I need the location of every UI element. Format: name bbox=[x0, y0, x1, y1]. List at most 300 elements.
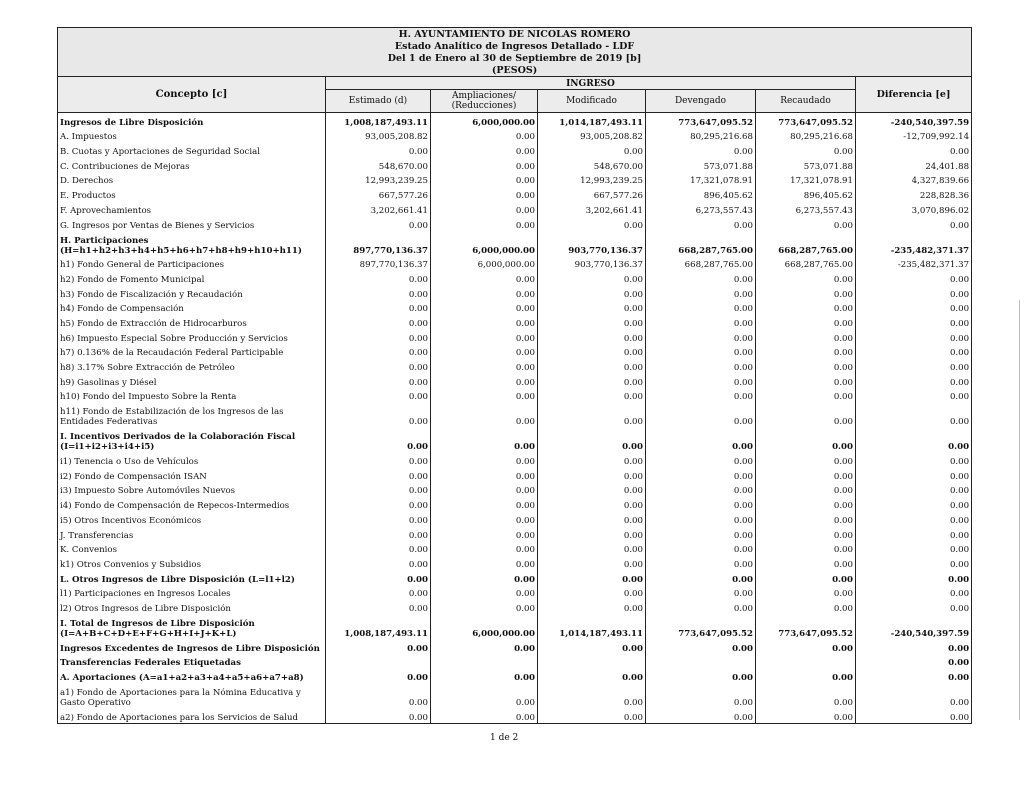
cell-devengado: 0.00 bbox=[646, 402, 756, 427]
cell-estimado: 0.00 bbox=[326, 511, 431, 526]
cell-modificado: 0.00 bbox=[538, 683, 646, 708]
cell-ampliaciones: 0.00 bbox=[431, 172, 538, 187]
cell-modificado: 0.00 bbox=[538, 639, 646, 654]
cell-diferencia: 24,401.88 bbox=[856, 157, 972, 172]
row-concept: K. Convenios bbox=[58, 541, 326, 556]
cell-devengado: 0.00 bbox=[646, 541, 756, 556]
cell-diferencia: 0.00 bbox=[856, 683, 972, 708]
cell-recaudado bbox=[756, 654, 856, 669]
cell-estimado: 93,005,208.82 bbox=[326, 128, 431, 143]
cell-recaudado: 0.00 bbox=[756, 599, 856, 614]
table-row bbox=[58, 373, 972, 388]
cell-recaudado: 773,647,095.52 bbox=[756, 614, 856, 639]
cell-devengado: 0.00 bbox=[646, 314, 756, 329]
cell-recaudado: 0.00 bbox=[756, 496, 856, 511]
cell-recaudado: 0.00 bbox=[756, 427, 856, 452]
cell-modificado: 0.00 bbox=[538, 270, 646, 285]
cell-estimado: 897,770,136.37 bbox=[326, 256, 431, 271]
column-header-recaudado: Recaudado bbox=[756, 90, 856, 113]
cell-recaudado: 0.00 bbox=[756, 541, 856, 556]
cell-recaudado: 0.00 bbox=[756, 373, 856, 388]
cell-recaudado: 0.00 bbox=[756, 452, 856, 467]
cell-diferencia: 0.00 bbox=[856, 373, 972, 388]
table-row bbox=[58, 128, 972, 143]
cell-modificado: 0.00 bbox=[538, 314, 646, 329]
cell-ampliaciones: 6,000,000.00 bbox=[431, 256, 538, 271]
cell-modificado: 0.00 bbox=[538, 427, 646, 452]
cell-ampliaciones: 0.00 bbox=[431, 329, 538, 344]
cell-diferencia: 0.00 bbox=[856, 639, 972, 654]
cell-diferencia: 4,327,839.66 bbox=[856, 172, 972, 187]
row-concept: Transferencias Federales Etiquetadas bbox=[58, 654, 326, 669]
cell-modificado: 0.00 bbox=[538, 467, 646, 482]
row-concept: A. Aportaciones (A=a1+a2+a3+a4+a5+a6+a7+a8) bbox=[58, 668, 326, 683]
cell-modificado: 93,005,208.82 bbox=[538, 128, 646, 143]
cell-ampliaciones: 0.00 bbox=[431, 599, 538, 614]
cell-estimado: 0.00 bbox=[326, 541, 431, 556]
column-header-modificado: Modificado bbox=[538, 90, 646, 113]
cell-devengado: 0.00 bbox=[646, 555, 756, 570]
column-header-ampliaciones: Ampliaciones/ (Reducciones) bbox=[431, 90, 538, 113]
table-row bbox=[58, 683, 972, 708]
cell-estimado: 548,670.00 bbox=[326, 157, 431, 172]
cell-recaudado: 0.00 bbox=[756, 388, 856, 403]
cell-modificado: 667,577.26 bbox=[538, 186, 646, 201]
cell-diferencia: 0.00 bbox=[856, 142, 972, 157]
cell-devengado: 0.00 bbox=[646, 708, 756, 723]
row-concept: h5) Fondo de Extracción de Hidrocarburos bbox=[58, 314, 326, 329]
table-row bbox=[58, 452, 972, 467]
cell-devengado: 773,647,095.52 bbox=[646, 113, 756, 128]
cell-ampliaciones: 0.00 bbox=[431, 402, 538, 427]
cell-ampliaciones: 0.00 bbox=[431, 526, 538, 541]
cell-devengado: 80,295,216.68 bbox=[646, 128, 756, 143]
cell-modificado: 0.00 bbox=[538, 496, 646, 511]
cell-diferencia: 0.00 bbox=[856, 599, 972, 614]
cell-devengado: 0.00 bbox=[646, 329, 756, 344]
cell-devengado: 0.00 bbox=[646, 358, 756, 373]
cell-recaudado: 668,287,765.00 bbox=[756, 231, 856, 256]
row-concept: h11) Fondo de Estabilización de los Ingresos de las Entidades Federativas bbox=[58, 402, 326, 427]
cell-diferencia: -240,540,397.59 bbox=[856, 614, 972, 639]
table-row bbox=[58, 270, 972, 285]
table-row bbox=[58, 570, 972, 585]
column-header-estimado: Estimado (d) bbox=[326, 90, 431, 113]
cell-recaudado: 0.00 bbox=[756, 358, 856, 373]
cell-devengado: 0.00 bbox=[646, 142, 756, 157]
cell-estimado: 0.00 bbox=[326, 599, 431, 614]
cell-diferencia: 0.00 bbox=[856, 314, 972, 329]
entity-title: H. AYUNTAMIENTO DE NICOLAS ROMERO bbox=[58, 28, 972, 41]
cell-ampliaciones: 0.00 bbox=[431, 157, 538, 172]
row-concept: i1) Tenencia o Uso de Vehículos bbox=[58, 452, 326, 467]
table-row bbox=[58, 186, 972, 201]
row-concept: h1) Fondo General de Participaciones bbox=[58, 256, 326, 271]
table-row bbox=[58, 358, 972, 373]
cell-diferencia: 3,070,896.02 bbox=[856, 201, 972, 216]
cell-ampliaciones: 0.00 bbox=[431, 128, 538, 143]
column-group-ingreso: INGRESO bbox=[326, 77, 856, 90]
cell-ampliaciones: 6,000,000.00 bbox=[431, 231, 538, 256]
cell-devengado: 0.00 bbox=[646, 373, 756, 388]
cell-modificado: 0.00 bbox=[538, 599, 646, 614]
table-row bbox=[58, 482, 972, 497]
cell-estimado: 897,770,136.37 bbox=[326, 231, 431, 256]
cell-recaudado: 0.00 bbox=[756, 285, 856, 300]
column-header-concept: Concepto [c] bbox=[58, 77, 326, 113]
cell-modificado: 0.00 bbox=[538, 402, 646, 427]
cell-modificado: 3,202,661.41 bbox=[538, 201, 646, 216]
cell-estimado: 0.00 bbox=[326, 427, 431, 452]
income-table bbox=[57, 27, 972, 724]
cell-devengado: 0.00 bbox=[646, 482, 756, 497]
cell-devengado: 773,647,095.52 bbox=[646, 614, 756, 639]
cell-recaudado: 896,405.62 bbox=[756, 186, 856, 201]
cell-diferencia: 0.00 bbox=[856, 668, 972, 683]
cell-diferencia: 0.00 bbox=[856, 482, 972, 497]
cell-diferencia: 0.00 bbox=[856, 358, 972, 373]
column-header-diferencia: Diferencia [e] bbox=[856, 77, 972, 113]
cell-estimado: 0.00 bbox=[326, 402, 431, 427]
cell-estimado bbox=[326, 654, 431, 669]
table-row bbox=[58, 201, 972, 216]
report-title: Estado Analítico de Ingresos Detallado - LDF bbox=[58, 40, 972, 52]
row-concept: h7) 0.136% de la Recaudación Federal Participable bbox=[58, 344, 326, 359]
cell-estimado: 0.00 bbox=[326, 668, 431, 683]
cell-recaudado: 668,287,765.00 bbox=[756, 256, 856, 271]
cell-modificado: 0.00 bbox=[538, 555, 646, 570]
cell-estimado: 0.00 bbox=[326, 570, 431, 585]
cell-diferencia: 0.00 bbox=[856, 344, 972, 359]
cell-recaudado: 773,647,095.52 bbox=[756, 113, 856, 128]
cell-estimado: 0.00 bbox=[326, 683, 431, 708]
table-row bbox=[58, 314, 972, 329]
cell-modificado: 0.00 bbox=[538, 570, 646, 585]
row-concept: h10) Fondo del Impuesto Sobre la Renta bbox=[58, 388, 326, 403]
row-concept: I. Incentivos Derivados de la Colaboración Fiscal (I=i1+i2+i3+i4+i5) bbox=[58, 427, 326, 452]
cell-devengado: 668,287,765.00 bbox=[646, 256, 756, 271]
table-row bbox=[58, 496, 972, 511]
cell-modificado: 0.00 bbox=[538, 285, 646, 300]
cell-devengado: 0.00 bbox=[646, 452, 756, 467]
cell-estimado: 0.00 bbox=[326, 314, 431, 329]
cell-estimado: 0.00 bbox=[326, 329, 431, 344]
cell-modificado: 0.00 bbox=[538, 142, 646, 157]
cell-ampliaciones: 0.00 bbox=[431, 467, 538, 482]
cell-diferencia: 0.00 bbox=[856, 216, 972, 231]
table-row bbox=[58, 614, 972, 639]
cell-diferencia: 0.00 bbox=[856, 427, 972, 452]
cell-modificado: 0.00 bbox=[538, 511, 646, 526]
cell-diferencia: 0.00 bbox=[856, 541, 972, 556]
currency-label: (PESOS) bbox=[58, 64, 972, 77]
cell-devengado: 0.00 bbox=[646, 668, 756, 683]
cell-ampliaciones: 0.00 bbox=[431, 541, 538, 556]
cell-diferencia: 0.00 bbox=[856, 654, 972, 669]
cell-estimado: 0.00 bbox=[326, 358, 431, 373]
cell-recaudado: 0.00 bbox=[756, 668, 856, 683]
cell-modificado: 0.00 bbox=[538, 482, 646, 497]
cell-recaudado: 0.00 bbox=[756, 570, 856, 585]
table-row bbox=[58, 708, 972, 723]
row-concept: Ingresos de Libre Disposición bbox=[58, 113, 326, 128]
cell-recaudado: 0.00 bbox=[756, 314, 856, 329]
table-row bbox=[58, 555, 972, 570]
cell-modificado: 0.00 bbox=[538, 344, 646, 359]
cell-recaudado: 0.00 bbox=[756, 402, 856, 427]
cell-ampliaciones: 0.00 bbox=[431, 216, 538, 231]
cell-ampliaciones: 0.00 bbox=[431, 482, 538, 497]
cell-diferencia: 0.00 bbox=[856, 585, 972, 600]
row-concept: H. Participaciones (H=h1+h2+h3+h4+h5+h6+h7+h8+h9+h10+h11) bbox=[58, 231, 326, 256]
table-row bbox=[58, 668, 972, 683]
cell-ampliaciones: 0.00 bbox=[431, 683, 538, 708]
cell-devengado: 0.00 bbox=[646, 216, 756, 231]
cell-estimado: 0.00 bbox=[326, 216, 431, 231]
cell-ampliaciones: 0.00 bbox=[431, 427, 538, 452]
table-row bbox=[58, 231, 972, 256]
cell-estimado: 0.00 bbox=[326, 285, 431, 300]
cell-estimado: 3,202,661.41 bbox=[326, 201, 431, 216]
cell-modificado: 1,014,187,493.11 bbox=[538, 614, 646, 639]
cell-devengado: 0.00 bbox=[646, 585, 756, 600]
cell-ampliaciones: 0.00 bbox=[431, 142, 538, 157]
cell-ampliaciones: 0.00 bbox=[431, 314, 538, 329]
cell-devengado: 896,405.62 bbox=[646, 186, 756, 201]
cell-diferencia: 0.00 bbox=[856, 526, 972, 541]
cell-diferencia: -235,482,371.37 bbox=[856, 231, 972, 256]
row-concept: J. Transferencias bbox=[58, 526, 326, 541]
cell-ampliaciones: 6,000,000.00 bbox=[431, 614, 538, 639]
cell-ampliaciones: 0.00 bbox=[431, 570, 538, 585]
cell-ampliaciones bbox=[431, 654, 538, 669]
row-concept: h9) Gasolinas y Diésel bbox=[58, 373, 326, 388]
cell-devengado: 0.00 bbox=[646, 570, 756, 585]
cell-diferencia: -235,482,371.37 bbox=[856, 256, 972, 271]
cell-devengado: 0.00 bbox=[646, 300, 756, 315]
cell-diferencia: 0.00 bbox=[856, 329, 972, 344]
cell-recaudado: 0.00 bbox=[756, 270, 856, 285]
table-row bbox=[58, 654, 972, 669]
row-concept: C. Contribuciones de Mejoras bbox=[58, 157, 326, 172]
cell-estimado: 0.00 bbox=[326, 585, 431, 600]
table-row bbox=[58, 142, 972, 157]
cell-ampliaciones: 0.00 bbox=[431, 270, 538, 285]
report-period: Del 1 de Enero al 30 de Septiembre de 2019 [b] bbox=[58, 52, 972, 64]
row-concept: k1) Otros Convenios y Subsidios bbox=[58, 555, 326, 570]
row-concept: i2) Fondo de Compensación ISAN bbox=[58, 467, 326, 482]
cell-ampliaciones: 0.00 bbox=[431, 186, 538, 201]
cell-diferencia: 0.00 bbox=[856, 570, 972, 585]
cell-recaudado: 0.00 bbox=[756, 526, 856, 541]
cell-modificado bbox=[538, 654, 646, 669]
cell-estimado: 0.00 bbox=[326, 270, 431, 285]
cell-diferencia: -12,709,992.14 bbox=[856, 128, 972, 143]
cell-devengado: 6,273,557.43 bbox=[646, 201, 756, 216]
table-row bbox=[58, 639, 972, 654]
cell-recaudado: 80,295,216.68 bbox=[756, 128, 856, 143]
cell-recaudado: 0.00 bbox=[756, 511, 856, 526]
cell-recaudado: 0.00 bbox=[756, 329, 856, 344]
table-row bbox=[58, 172, 972, 187]
cell-estimado: 0.00 bbox=[326, 496, 431, 511]
cell-estimado: 0.00 bbox=[326, 344, 431, 359]
cell-ampliaciones: 0.00 bbox=[431, 708, 538, 723]
cell-modificado: 0.00 bbox=[538, 373, 646, 388]
cell-ampliaciones: 0.00 bbox=[431, 344, 538, 359]
cell-diferencia: -240,540,397.59 bbox=[856, 113, 972, 128]
row-concept: h4) Fondo de Compensación bbox=[58, 300, 326, 315]
cell-diferencia: 0.00 bbox=[856, 452, 972, 467]
cell-diferencia: 0.00 bbox=[856, 270, 972, 285]
cell-diferencia: 0.00 bbox=[856, 555, 972, 570]
row-concept: F. Aprovechamientos bbox=[58, 201, 326, 216]
cell-devengado: 0.00 bbox=[646, 526, 756, 541]
cell-ampliaciones: 0.00 bbox=[431, 452, 538, 467]
cell-recaudado: 0.00 bbox=[756, 708, 856, 723]
cell-estimado: 0.00 bbox=[326, 708, 431, 723]
cell-modificado: 0.00 bbox=[538, 388, 646, 403]
cell-modificado: 0.00 bbox=[538, 708, 646, 723]
cell-devengado: 668,287,765.00 bbox=[646, 231, 756, 256]
cell-modificado: 0.00 bbox=[538, 452, 646, 467]
cell-diferencia: 0.00 bbox=[856, 285, 972, 300]
cell-diferencia: 0.00 bbox=[856, 496, 972, 511]
cell-recaudado: 573,071.88 bbox=[756, 157, 856, 172]
cell-diferencia: 0.00 bbox=[856, 402, 972, 427]
page-number: 1 de 2 bbox=[490, 733, 519, 743]
table-row bbox=[58, 113, 972, 128]
row-concept: A. Impuestos bbox=[58, 128, 326, 143]
cell-modificado: 0.00 bbox=[538, 300, 646, 315]
table-row bbox=[58, 541, 972, 556]
table-row bbox=[58, 329, 972, 344]
cell-modificado: 0.00 bbox=[538, 216, 646, 231]
cell-recaudado: 0.00 bbox=[756, 142, 856, 157]
cell-modificado: 903,770,136.37 bbox=[538, 256, 646, 271]
cell-estimado: 0.00 bbox=[326, 526, 431, 541]
cell-estimado: 667,577.26 bbox=[326, 186, 431, 201]
row-concept: i3) Impuesto Sobre Automóviles Nuevos bbox=[58, 482, 326, 497]
cell-recaudado: 0.00 bbox=[756, 216, 856, 231]
cell-devengado: 0.00 bbox=[646, 467, 756, 482]
row-concept: G. Ingresos por Ventas de Bienes y Servicios bbox=[58, 216, 326, 231]
cell-devengado bbox=[646, 654, 756, 669]
cell-ampliaciones: 0.00 bbox=[431, 358, 538, 373]
cell-recaudado: 0.00 bbox=[756, 300, 856, 315]
cell-modificado: 903,770,136.37 bbox=[538, 231, 646, 256]
row-concept: L. Otros Ingresos de Libre Disposición (L=l1+l2) bbox=[58, 570, 326, 585]
cell-devengado: 0.00 bbox=[646, 344, 756, 359]
table-row bbox=[58, 300, 972, 315]
column-header-devengado: Devengado bbox=[646, 90, 756, 113]
cell-devengado: 17,321,078.91 bbox=[646, 172, 756, 187]
cell-estimado: 0.00 bbox=[326, 452, 431, 467]
cell-ampliaciones: 0.00 bbox=[431, 300, 538, 315]
cell-diferencia: 0.00 bbox=[856, 300, 972, 315]
cell-recaudado: 6,273,557.43 bbox=[756, 201, 856, 216]
cell-devengado: 0.00 bbox=[646, 427, 756, 452]
cell-estimado: 1,008,187,493.11 bbox=[326, 113, 431, 128]
cell-recaudado: 0.00 bbox=[756, 467, 856, 482]
cell-ampliaciones: 0.00 bbox=[431, 285, 538, 300]
cell-devengado: 0.00 bbox=[646, 683, 756, 708]
cell-ampliaciones: 0.00 bbox=[431, 373, 538, 388]
row-concept: i5) Otros Incentivos Económicos bbox=[58, 511, 326, 526]
table-row bbox=[58, 216, 972, 231]
cell-devengado: 0.00 bbox=[646, 511, 756, 526]
row-concept: h8) 3.17% Sobre Extracción de Petróleo bbox=[58, 358, 326, 373]
cell-estimado: 0.00 bbox=[326, 555, 431, 570]
row-concept: i4) Fondo de Compensación de Repecos-Intermedios bbox=[58, 496, 326, 511]
cell-devengado: 0.00 bbox=[646, 388, 756, 403]
table-row bbox=[58, 285, 972, 300]
cell-modificado: 0.00 bbox=[538, 585, 646, 600]
table-row bbox=[58, 402, 972, 427]
row-concept: I. Total de Ingresos de Libre Disposición (I=A+B+C+D+E+F+G+H+I+J+K+L) bbox=[58, 614, 326, 639]
scan-edge-mark bbox=[1019, 300, 1020, 720]
cell-estimado: 0.00 bbox=[326, 639, 431, 654]
cell-modificado: 0.00 bbox=[538, 668, 646, 683]
table-row bbox=[58, 511, 972, 526]
table-row bbox=[58, 256, 972, 271]
row-concept: E. Productos bbox=[58, 186, 326, 201]
cell-recaudado: 0.00 bbox=[756, 344, 856, 359]
income-statement-document bbox=[57, 27, 971, 724]
cell-devengado: 573,071.88 bbox=[646, 157, 756, 172]
row-concept: Ingresos Excedentes de Ingresos de Libre Disposición bbox=[58, 639, 326, 654]
table-row bbox=[58, 157, 972, 172]
cell-ampliaciones: 0.00 bbox=[431, 668, 538, 683]
cell-estimado: 1,008,187,493.11 bbox=[326, 614, 431, 639]
cell-estimado: 0.00 bbox=[326, 482, 431, 497]
cell-ampliaciones: 0.00 bbox=[431, 639, 538, 654]
cell-ampliaciones: 0.00 bbox=[431, 201, 538, 216]
cell-estimado: 0.00 bbox=[326, 142, 431, 157]
row-concept: l2) Otros Ingresos de Libre Disposición bbox=[58, 599, 326, 614]
cell-devengado: 0.00 bbox=[646, 639, 756, 654]
cell-modificado: 0.00 bbox=[538, 541, 646, 556]
cell-modificado: 12,993,239.25 bbox=[538, 172, 646, 187]
cell-diferencia: 0.00 bbox=[856, 467, 972, 482]
cell-modificado: 548,670.00 bbox=[538, 157, 646, 172]
cell-recaudado: 0.00 bbox=[756, 683, 856, 708]
cell-estimado: 12,993,239.25 bbox=[326, 172, 431, 187]
cell-devengado: 0.00 bbox=[646, 285, 756, 300]
row-concept: B. Cuotas y Aportaciones de Seguridad Social bbox=[58, 142, 326, 157]
cell-estimado: 0.00 bbox=[326, 300, 431, 315]
cell-recaudado: 0.00 bbox=[756, 639, 856, 654]
cell-devengado: 0.00 bbox=[646, 496, 756, 511]
table-row bbox=[58, 526, 972, 541]
cell-ampliaciones: 0.00 bbox=[431, 388, 538, 403]
cell-diferencia: 0.00 bbox=[856, 388, 972, 403]
cell-recaudado: 17,321,078.91 bbox=[756, 172, 856, 187]
cell-modificado: 0.00 bbox=[538, 526, 646, 541]
row-concept: h6) Impuesto Especial Sobre Producción y Servicios bbox=[58, 329, 326, 344]
cell-diferencia: 228,828.36 bbox=[856, 186, 972, 201]
cell-recaudado: 0.00 bbox=[756, 482, 856, 497]
row-concept: a1) Fondo de Aportaciones para la Nómina Educativa y Gasto Operativo bbox=[58, 683, 326, 708]
cell-diferencia: 0.00 bbox=[856, 511, 972, 526]
row-concept: h3) Fondo de Fiscalización y Recaudación bbox=[58, 285, 326, 300]
table-row bbox=[58, 585, 972, 600]
table-row bbox=[58, 427, 972, 452]
cell-ampliaciones: 0.00 bbox=[431, 496, 538, 511]
cell-modificado: 0.00 bbox=[538, 358, 646, 373]
cell-recaudado: 0.00 bbox=[756, 585, 856, 600]
cell-recaudado: 0.00 bbox=[756, 555, 856, 570]
